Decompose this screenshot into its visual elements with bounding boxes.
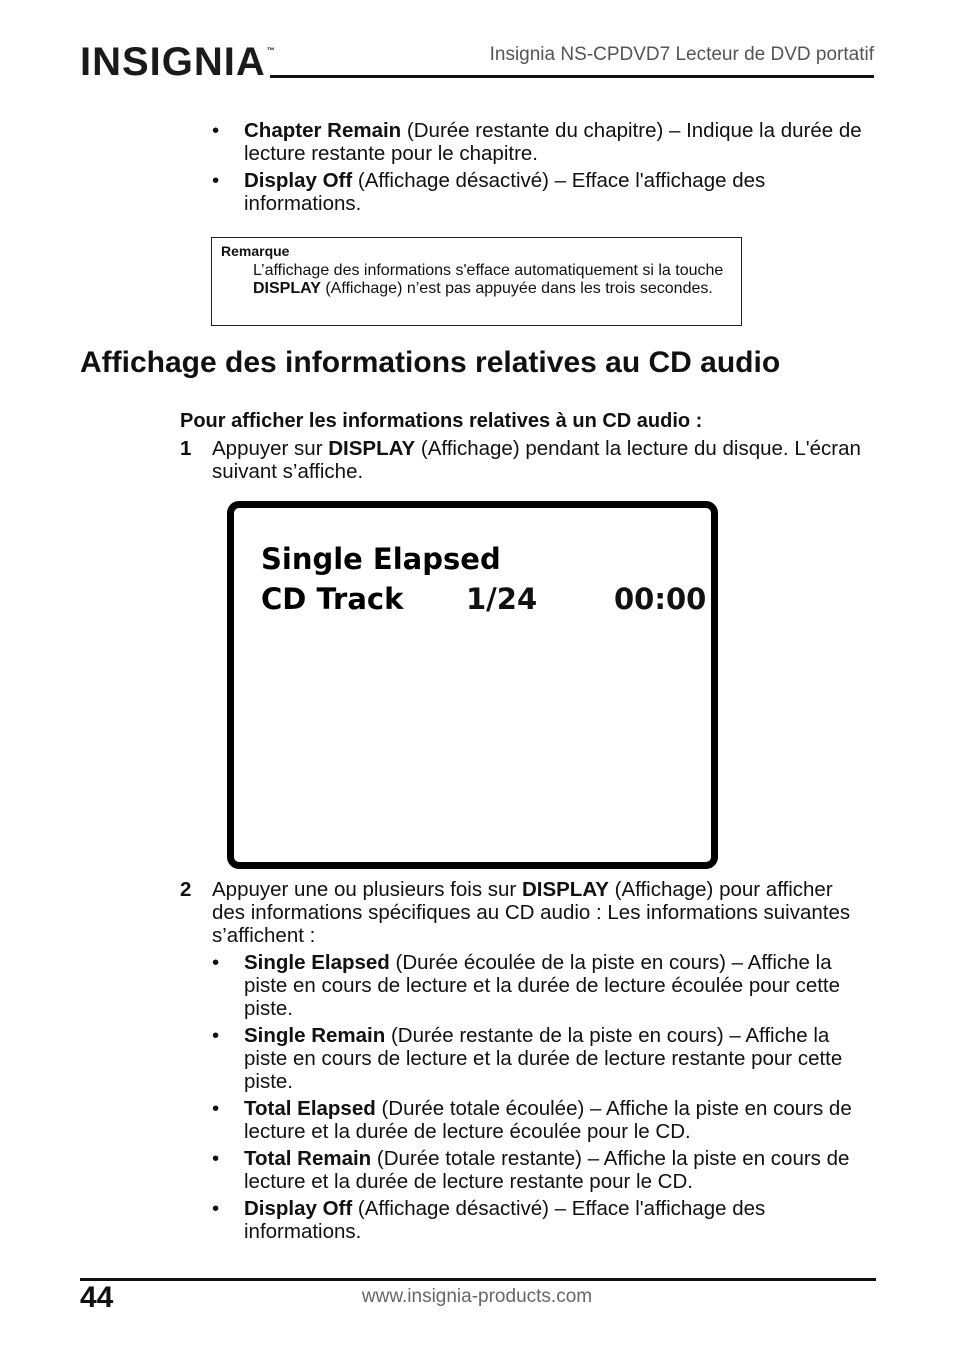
- bullet: •: [212, 169, 220, 192]
- bullet: •: [212, 1024, 220, 1047]
- step-text: [212, 437, 870, 483]
- screen-track-label: CD Track: [261, 582, 404, 616]
- footer-url[interactable]: www.insignia-products.com: [361, 1286, 593, 1307]
- step-key-name: DISPLAY: [328, 437, 416, 460]
- step-number: 1: [180, 437, 192, 460]
- bullet: •: [212, 1147, 220, 1170]
- step-text-after: (Affichage) pour afficher des informations spécifiques au CD audio : Les informations suivantes s’affichent :: [212, 878, 851, 947]
- header-rule: [270, 75, 874, 78]
- step-text-after: (Affichage) pendant la lecture du disque. L'écran suivant s’affiche.: [212, 437, 861, 483]
- step-key-name: DISPLAY: [521, 878, 609, 901]
- item-term: Chapter Remain: [244, 119, 402, 142]
- item-term: Total Remain: [244, 1147, 372, 1170]
- info-bullet-list: [212, 951, 874, 1247]
- top-bullet-list: [212, 119, 862, 219]
- note-body: [253, 262, 729, 298]
- note-box: [211, 237, 742, 326]
- item-description: (Durée écoulée de la piste en cours) – Affiche la piste en cours de lecture et la durée de lecture écoulée pour cette piste.: [244, 951, 841, 1020]
- bullet: •: [212, 1097, 220, 1120]
- header-title: Insignia NS-CPDVD7 Lecteur de DVD portatif: [489, 44, 874, 65]
- display-screen-illustration: [227, 501, 718, 869]
- item-description: (Durée totale écoulée) – Affiche la piste en cours de lecture et la durée de lecture écoulée pour le CD.: [244, 1097, 852, 1143]
- bullet: •: [212, 951, 220, 974]
- screen-mode-text: Single Elapsed: [261, 542, 501, 576]
- list-item: [212, 1097, 874, 1143]
- note-text-before: L’affichage des informations s'efface automatiquement si la touche: [253, 262, 724, 279]
- list-item: [212, 951, 874, 1020]
- insignia-logo: [80, 40, 276, 85]
- item-description: (Durée restante de la piste en cours) – Affiche la piste en cours de lecture et la durée de lecture restante pour cette piste.: [244, 1024, 843, 1093]
- item-term: Display Off: [244, 169, 353, 192]
- step-1: [180, 437, 870, 483]
- step-number: 2: [180, 878, 192, 901]
- item-term: Single Remain: [244, 1024, 386, 1047]
- procedure-title: Pour afficher les informations relatives à un CD audio :: [180, 410, 703, 432]
- trademark-mark: ™: [266, 46, 276, 55]
- page-number: 44: [80, 1281, 114, 1314]
- item-description: (Durée totale restante) – Affiche la piste en cours de lecture et la durée de lecture restante pour le CD.: [244, 1147, 850, 1193]
- item-description: (Affichage désactivé) – Efface l'affichage des informations.: [244, 169, 766, 215]
- screen-time: 00:00: [614, 582, 707, 616]
- note-text-after: (Affichage) n’est pas appuyée dans les trois secondes.: [320, 280, 713, 297]
- step-2: [180, 878, 870, 947]
- bullet: •: [212, 119, 220, 142]
- bullet: •: [212, 1197, 220, 1220]
- list-item: [212, 119, 862, 165]
- logo-text: INSIGNIA: [80, 40, 266, 84]
- screen-track-number: 1/24: [466, 582, 538, 616]
- step-text: [212, 878, 870, 947]
- item-term: Display Off: [244, 1197, 353, 1220]
- section-heading: Affichage des informations relatives au CD audio: [80, 346, 781, 379]
- list-item: [212, 1024, 874, 1093]
- note-title: Remarque: [221, 243, 290, 259]
- item-term: Single Elapsed: [244, 951, 390, 974]
- list-item: [212, 1197, 874, 1243]
- list-item: [212, 169, 862, 215]
- note-key-name: DISPLAY: [253, 280, 321, 297]
- item-term: Total Elapsed: [244, 1097, 376, 1120]
- item-description: (Durée restante du chapitre) – Indique la durée de lecture restante pour le chapitre.: [244, 119, 862, 165]
- step-text-before: Appuyer sur: [212, 437, 329, 460]
- list-item: [212, 1147, 874, 1193]
- item-description: (Affichage désactivé) – Efface l'affichage des informations.: [244, 1197, 766, 1243]
- step-text-before: Appuyer une ou plusieurs fois sur: [212, 878, 522, 901]
- footer-rule: [80, 1278, 876, 1281]
